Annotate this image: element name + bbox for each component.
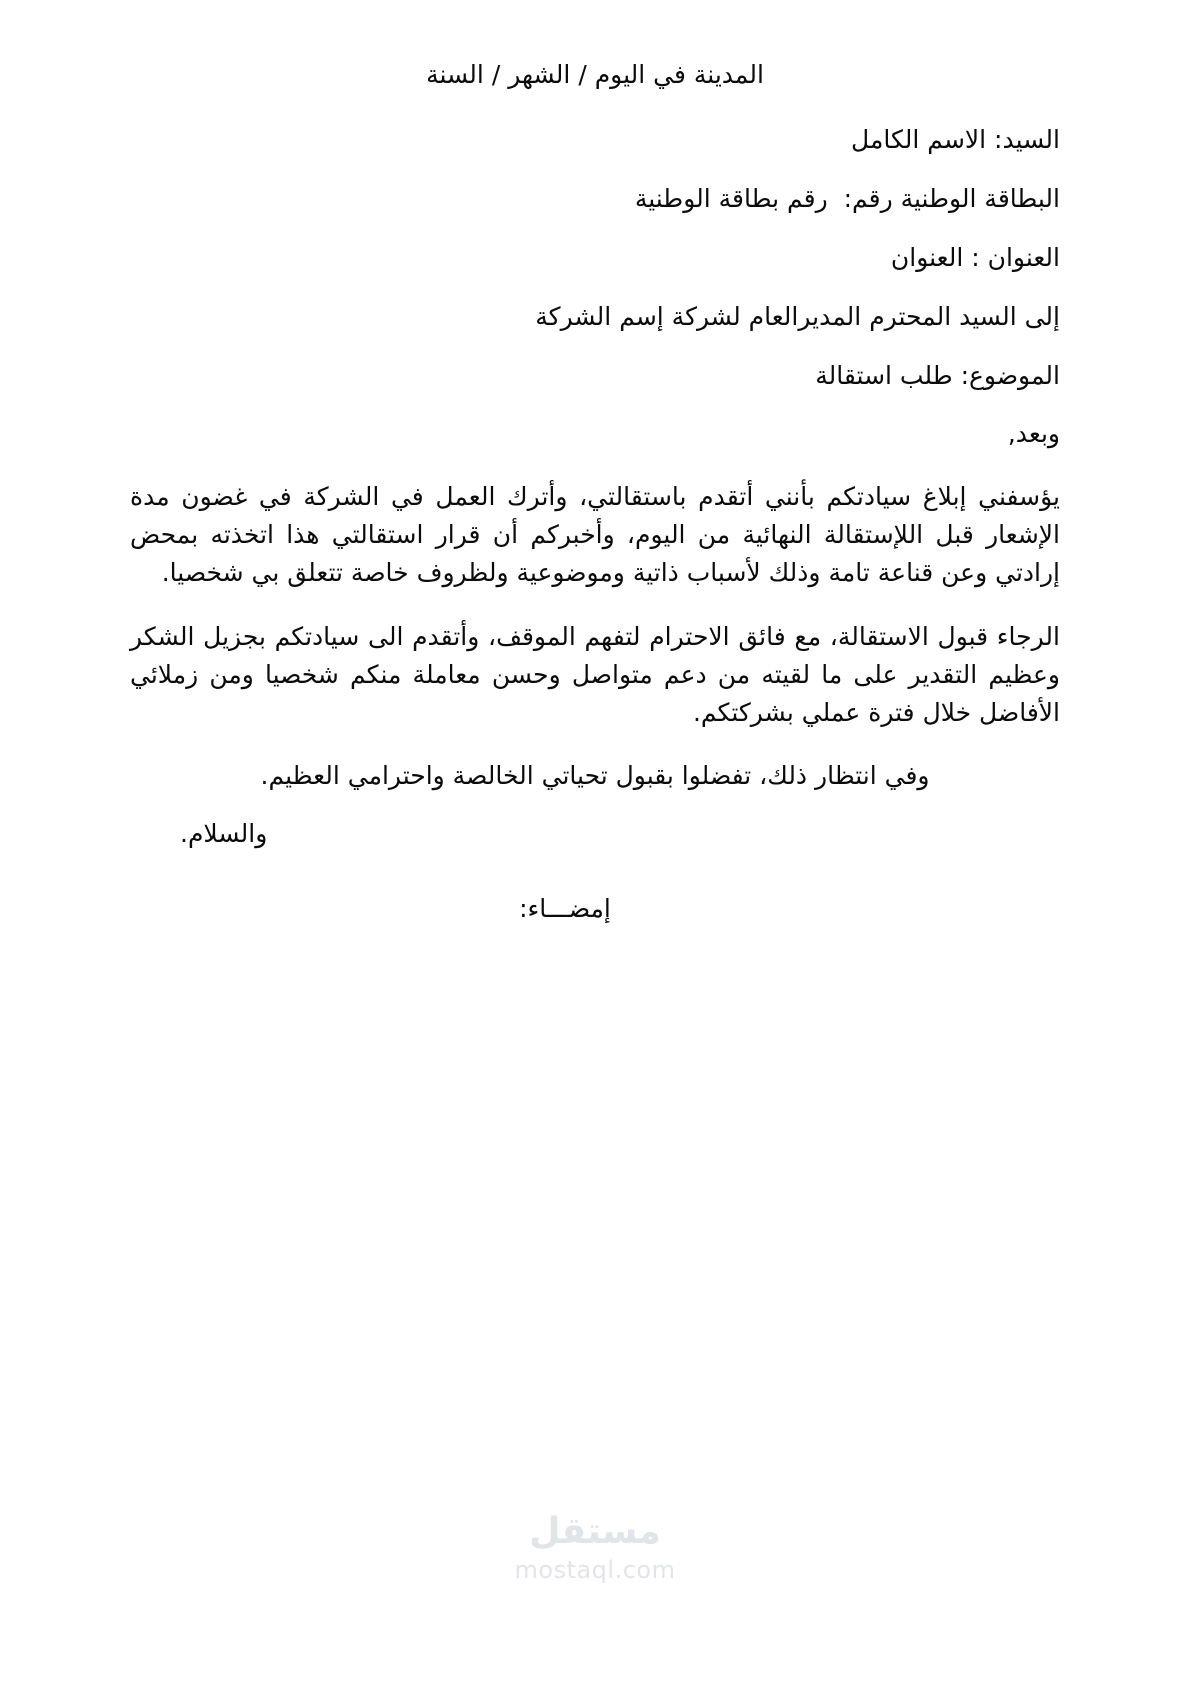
watermark [0,1511,1190,1584]
paragraph-thanks: الرجاء قبول الاستقالة، مع فائق الاحترام لتفهم الموقف، وأتقدم الى سيادتكم بجزيل الشكر وعظيم التقدير على ما لقيته من دعم متواصل وحسن معاملة منكم شخصيا ومن زملائي الأفاضل خلال فترة عملي بشركتكم. [130,621,1060,727]
watermark-brand: مستقل [529,1511,661,1552]
field-recipient: إلى السيد المحترم المديرالعام لشركة إسم الشركة [535,301,1060,331]
field-name: السيد: الاسم الكامل [851,124,1060,154]
date-line: المدينة في اليوم / الشهر / السنة [426,60,764,89]
signature-label: إمضـــاء: [519,893,611,923]
paragraph-resignation-notice: يؤسفني إبلاغ سيادتكم بأنني أتقدم باستقالتي، وأترك العمل في الشركة في غضون مدة الإشعار قبل اللإستقالة النهائية من اليوم، وأخبركم أن قرار استقالتي هذا اتخذته بمحض إرادتي وعن قناعة تامة وذلك لأسباب ذاتية وموضوعية ولظروف خاصة تتعلق بي شخصيا. [130,481,1060,587]
salutation: وبعد, [1007,418,1060,448]
field-national-id: البطاقة الوطنية رقم: رقم بطاقة الوطنية [634,183,1060,213]
letter-body [130,58,1060,926]
watermark-domain: mostaql.com [514,1556,676,1584]
field-address: العنوان : العنوان [890,242,1060,272]
closing-line: وفي انتظار ذلك، تفضلوا بقبول تحياتي الخالصة واحترامي العظيم. [260,760,930,790]
field-subject: الموضوع: طلب استقالة [815,360,1060,390]
farewell-line: والسلام. [180,818,268,848]
